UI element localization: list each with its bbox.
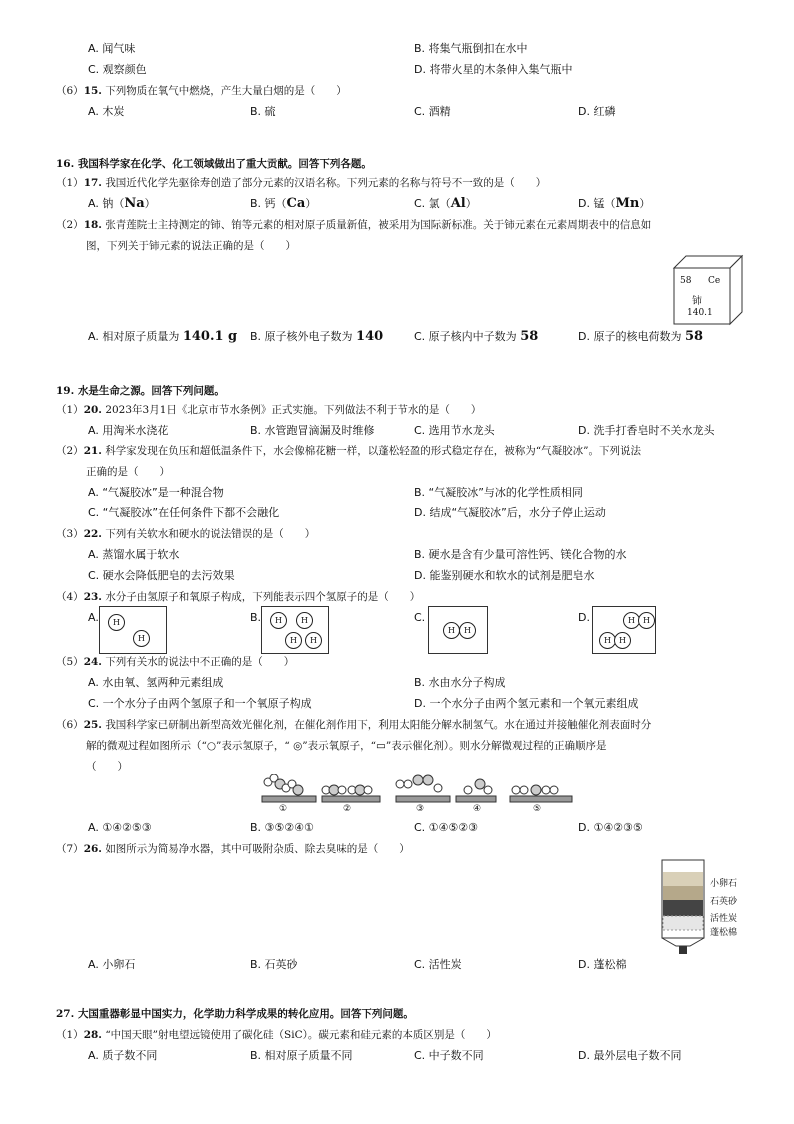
q14-options-row1 bbox=[0, 41, 794, 59]
section-27-heading bbox=[56, 1006, 414, 1021]
hydrogen-atom: H bbox=[285, 632, 302, 649]
q28-prefix: （1） bbox=[56, 1029, 84, 1041]
q14-options-row2 bbox=[0, 62, 794, 80]
q24-number: 24. bbox=[83, 656, 102, 668]
q22-options-row1 bbox=[0, 547, 794, 565]
q15-options bbox=[0, 104, 794, 122]
q18-option-a[interactable]: A. 相对原子质量为 140.1 g bbox=[88, 329, 238, 344]
q21-options-row1 bbox=[0, 485, 794, 503]
q20-option-b[interactable]: B. 水管跑冒滴漏及时维修 bbox=[250, 424, 375, 437]
step-label-2: ② bbox=[343, 804, 352, 814]
q17-number: 17. bbox=[83, 177, 102, 189]
q22-number: 22. bbox=[83, 528, 102, 540]
q25-line1: 我国科学家已研制出新型高效光催化剂，在催化剂作用下，利用太阳能分解水制氢气。水在通过并接触催化剂表面时分 bbox=[105, 719, 652, 731]
q21-number: 21. bbox=[83, 445, 102, 457]
hydrogen-atom: H bbox=[638, 612, 655, 629]
q15-stem bbox=[56, 81, 736, 102]
q21-options-row2 bbox=[0, 505, 794, 523]
q28-number: 28. bbox=[83, 1029, 102, 1041]
step-1 bbox=[262, 774, 316, 802]
q17-option-c[interactable]: C. 氯（Al） bbox=[414, 196, 477, 211]
water-filter-figure bbox=[658, 858, 708, 956]
q28-text: “中国天眼”射电望远镜使用了碳化硅（SiC）。碳元素和硅元素的本质区别是（ ） bbox=[105, 1029, 497, 1041]
step-5 bbox=[510, 785, 572, 802]
q24-option-c[interactable]: C. 一个水分子由两个氢原子和一个氧原子构成 bbox=[88, 697, 312, 710]
q28-options bbox=[0, 1048, 794, 1066]
q26-prefix: （7） bbox=[56, 843, 84, 855]
q17-option-b[interactable]: B. 钙（Ca） bbox=[250, 196, 317, 211]
q18-line1: 张青莲院士主持测定的铈、铕等元素的相对原子质量新值，被采用为国际新标准。关于铈元素在元素周期表中的信息如 bbox=[105, 219, 652, 231]
q23-option-c-label[interactable]: C. bbox=[414, 611, 426, 624]
q23-option-b-box[interactable] bbox=[261, 606, 329, 654]
q26-options bbox=[0, 957, 794, 975]
q15-text: 下列物质在氧气中燃烧，产生大量白烟的是（ ） bbox=[105, 85, 347, 97]
q24-options-row1 bbox=[0, 675, 794, 693]
q14-option-b[interactable]: B. 将集气瓶倒扣在水中 bbox=[414, 42, 528, 55]
q21-option-d[interactable]: D. 结成“气凝胶冰”后，水分子停止运动 bbox=[414, 506, 606, 519]
q26-option-a[interactable]: A. 小卵石 bbox=[88, 958, 136, 971]
hydrogen-atom: H bbox=[443, 622, 460, 639]
q22-option-d[interactable]: D. 能鉴别硬水和软水的试剂是肥皂水 bbox=[414, 569, 595, 582]
section-16-text: 我国科学家在化学、化工领域做出了重大贡献。回答下列各题。 bbox=[77, 158, 372, 170]
q24-stem bbox=[56, 652, 736, 673]
q25-line3: （ ） bbox=[86, 761, 128, 773]
q22-stem bbox=[56, 524, 736, 545]
hydrogen-atom: H bbox=[599, 632, 616, 649]
q28-option-c[interactable]: C. 中子数不同 bbox=[414, 1049, 484, 1062]
q18-options bbox=[0, 329, 794, 347]
q24-option-a[interactable]: A. 水由氧、氢两种元素组成 bbox=[88, 676, 224, 689]
section-16-number: 16. bbox=[56, 158, 75, 170]
q23-number: 23. bbox=[83, 591, 102, 603]
section-19-text: 水是生命之源。回答下列问题。 bbox=[77, 385, 225, 397]
q21-option-b[interactable]: B. “气凝胶冰”与冰的化学性质相同 bbox=[414, 486, 583, 499]
q24-option-b[interactable]: B. 水由水分子构成 bbox=[414, 676, 506, 689]
tile-symbol: Ce bbox=[708, 276, 721, 286]
filter-label-cotton: 蓬松棉 bbox=[710, 928, 738, 938]
section-27-text: 大国重器彰显中国实力，化学助力科学成果的转化应用。回答下列问题。 bbox=[77, 1008, 414, 1020]
q24-text: 下列有关水的说法中不正确的是（ ） bbox=[105, 656, 295, 668]
q25-option-c[interactable]: C. ①④⑤②③ bbox=[414, 821, 478, 834]
q23-option-a-label[interactable]: A. bbox=[88, 611, 99, 624]
q18-number: 18. bbox=[83, 219, 102, 231]
q20-stem bbox=[56, 400, 736, 421]
hydrogen-atom: H bbox=[305, 632, 322, 649]
q17-text: 我国近代化学先驱徐寿创造了部分元素的汉语名称。下列元素的名称与符号不一致的是（ ） bbox=[105, 177, 547, 189]
q25-prefix: （6） bbox=[56, 719, 84, 731]
filter-label-pebbles: 小卵石 bbox=[710, 879, 738, 889]
q14-option-c[interactable]: C. 观察颜色 bbox=[88, 63, 147, 76]
q28-stem bbox=[56, 1025, 736, 1046]
q26-number: 26. bbox=[83, 843, 102, 855]
q22-prefix: （3） bbox=[56, 528, 84, 540]
q23-option-a-box[interactable] bbox=[99, 606, 167, 654]
section-19-number: 19. bbox=[56, 385, 75, 397]
q17-option-a[interactable]: A. 钠（Na） bbox=[88, 196, 156, 211]
step-label-1: ① bbox=[279, 804, 288, 814]
q23-option-d-label[interactable]: D. bbox=[578, 611, 590, 624]
q21-option-a[interactable]: A. “气凝胶冰”是一种混合物 bbox=[88, 486, 224, 499]
q25-number: 25. bbox=[83, 719, 102, 731]
q23-option-c-box[interactable] bbox=[428, 606, 488, 654]
q21-line2: 正确的是（ ） bbox=[86, 466, 170, 478]
tile-mass: 140.1 bbox=[687, 308, 713, 318]
q23-option-b-label[interactable]: B. bbox=[250, 611, 262, 624]
q25-line2: 解的微观过程如图所示（“○”表示氢原子，“ ◎”表示氧原子，“▭”表示催化剂）。则水分解微观过程的正确顺序是 bbox=[86, 740, 607, 752]
step-2 bbox=[322, 785, 380, 802]
q18-option-d[interactable]: D. 原子的核电荷数为 58 bbox=[578, 329, 704, 344]
q25-option-a[interactable]: A. ①④②⑤③ bbox=[88, 821, 152, 834]
hydrogen-atom: H bbox=[614, 632, 631, 649]
section-27-number: 27. bbox=[56, 1008, 75, 1020]
q18-line2: 图，下列关于铈元素的说法正确的是（ ） bbox=[86, 240, 296, 252]
q15-number: 15. bbox=[83, 85, 102, 97]
filter-label-activated-carbon: 活性炭 bbox=[710, 914, 738, 924]
q23-stem bbox=[56, 587, 736, 608]
q18-prefix: （2） bbox=[56, 219, 84, 231]
q14-option-a[interactable]: A. 闻气味 bbox=[88, 42, 136, 55]
step-3 bbox=[396, 775, 450, 802]
q14-option-d[interactable]: D. 将带火星的木条伸入集气瓶中 bbox=[414, 63, 573, 76]
q15-option-d[interactable]: D. 红磷 bbox=[578, 105, 616, 118]
q23-prefix: （4） bbox=[56, 591, 84, 603]
tile-atomic-number: 58 bbox=[680, 276, 692, 286]
q20-option-d[interactable]: D. 洗手打香皂时不关水龙头 bbox=[578, 424, 715, 437]
q21-option-c[interactable]: C. “气凝胶冰”在任何条件下都不会融化 bbox=[88, 506, 280, 519]
q25-options bbox=[0, 820, 794, 838]
q26-text: 如图所示为简易净水器，其中可吸附杂质、除去臭味的是（ ） bbox=[105, 843, 410, 855]
filter-label-quartz-sand: 石英砂 bbox=[710, 897, 738, 907]
section-19-heading bbox=[56, 383, 225, 398]
hydrogen-atom: H bbox=[623, 612, 640, 629]
tile-name: 铈 bbox=[692, 296, 702, 307]
step-4 bbox=[456, 779, 496, 802]
q26-stem bbox=[56, 839, 736, 860]
q15-option-b[interactable]: B. 硫 bbox=[250, 105, 276, 118]
hydrogen-atom: H bbox=[459, 622, 476, 639]
q21-prefix: （2） bbox=[56, 445, 84, 457]
q20-prefix: （1） bbox=[56, 404, 84, 416]
q18-option-c[interactable]: C. 原子核内中子数为 58 bbox=[414, 329, 539, 344]
q25-stem bbox=[56, 715, 736, 778]
q22-options-row2 bbox=[0, 568, 794, 586]
q20-option-c[interactable]: C. 选用节水龙头 bbox=[414, 424, 495, 437]
q25-option-d[interactable]: D. ①④②③⑤ bbox=[578, 821, 643, 834]
q22-option-b[interactable]: B. 硬水是含有少量可溶性钙、镁化合物的水 bbox=[414, 548, 627, 561]
q23-text: 水分子由氢原子和氧原子构成，下列能表示四个氢原子的是（ ） bbox=[105, 591, 421, 603]
q17-stem bbox=[56, 173, 736, 194]
section-16-heading bbox=[56, 156, 372, 171]
q18-stem bbox=[56, 215, 736, 257]
step-label-5: ⑤ bbox=[533, 804, 542, 814]
hydrogen-atom: H bbox=[270, 612, 287, 629]
q28-option-d[interactable]: D. 最外层电子数不同 bbox=[578, 1049, 682, 1062]
step-label-4: ④ bbox=[473, 804, 482, 814]
hydrogen-atom: H bbox=[296, 612, 313, 629]
q22-option-a[interactable]: A. 蒸馏水属于软水 bbox=[88, 548, 180, 561]
q20-option-a[interactable]: A. 用淘米水浇花 bbox=[88, 424, 169, 437]
q24-option-d[interactable]: D. 一个水分子由两个氢元素和一个氧元素组成 bbox=[414, 697, 639, 710]
q24-prefix: （5） bbox=[56, 656, 84, 668]
step-label-3: ③ bbox=[416, 804, 425, 814]
q18-option-b[interactable]: B. 原子核外电子数为 140 bbox=[250, 329, 384, 344]
q17-option-d[interactable]: D. 锰（Mn） bbox=[578, 196, 651, 211]
q17-prefix: （1） bbox=[56, 177, 84, 189]
q20-options bbox=[0, 423, 794, 441]
q22-text: 下列有关软水和硬水的说法错误的是（ ） bbox=[105, 528, 316, 540]
q26-option-c[interactable]: C. 活性炭 bbox=[414, 958, 462, 971]
q25-option-b[interactable]: B. ③⑤②④① bbox=[250, 821, 314, 834]
q28-option-b[interactable]: B. 相对原子质量不同 bbox=[250, 1049, 353, 1062]
q26-option-d[interactable]: D. 蓬松棉 bbox=[578, 958, 627, 971]
q21-line1: 科学家发现在负压和超低温条件下，水会像棉花糖一样，以蓬松轻盈的形式稳定存在，被称为“气凝胶冰”。下列说法 bbox=[105, 445, 642, 457]
hydrogen-atom: H bbox=[108, 614, 125, 631]
q15-option-a[interactable]: A. 木炭 bbox=[88, 105, 125, 118]
q28-option-a[interactable]: A. 质子数不同 bbox=[88, 1049, 158, 1062]
q15-prefix: （6） bbox=[56, 85, 84, 97]
q26-option-b[interactable]: B. 石英砂 bbox=[250, 958, 298, 971]
q20-number: 20. bbox=[83, 404, 102, 416]
q17-options bbox=[0, 196, 794, 214]
hydrogen-atom: H bbox=[133, 630, 150, 647]
q15-option-c[interactable]: C. 酒精 bbox=[414, 105, 451, 118]
q20-text: 2023年3月1日《北京市节水条例》正式实施。下列做法不利于节水的是（ ） bbox=[105, 404, 482, 416]
q23-option-d-box[interactable] bbox=[592, 606, 656, 654]
q21-stem bbox=[56, 441, 736, 483]
q24-options-row2 bbox=[0, 696, 794, 714]
q22-option-c[interactable]: C. 硬水会降低肥皂的去污效果 bbox=[88, 569, 235, 582]
